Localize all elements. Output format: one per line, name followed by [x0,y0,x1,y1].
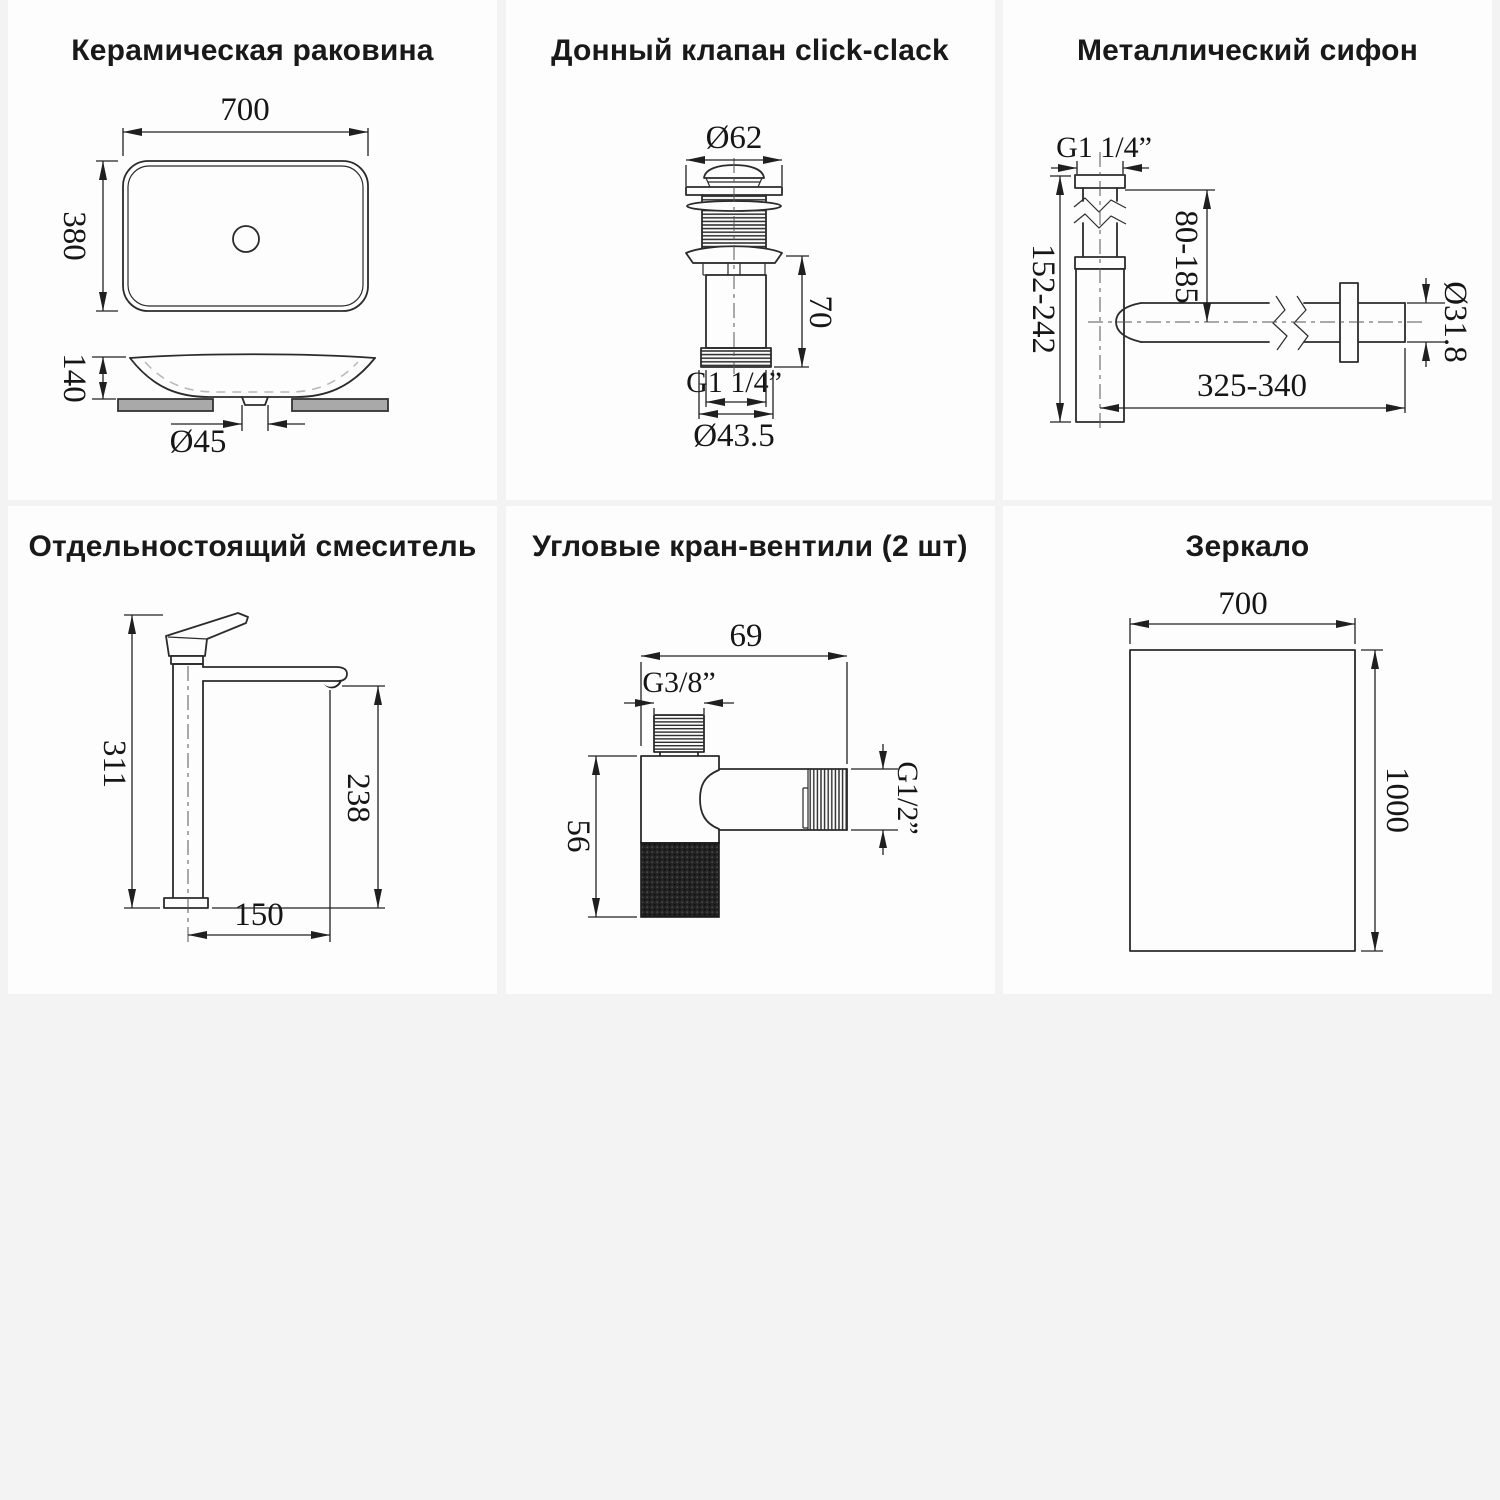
mixer-dim-spout-height [212,686,385,908]
countertop-right [292,399,388,411]
sink-dim-depth [56,161,118,311]
svg-text:80-185: 80-185 [1168,210,1204,304]
siphon-dim-thread [1051,131,1152,174]
panel-angle-valve [506,506,995,994]
svg-text:700: 700 [220,92,270,128]
svg-text:380: 380 [56,211,92,261]
siphon-drawing [1003,0,1492,500]
mirror-dim-height [1361,650,1415,951]
mirror-dim-width [1130,586,1355,644]
panel-valve [506,0,995,500]
svg-text:56: 56 [559,819,596,853]
svg-text:69: 69 [729,618,762,654]
svg-text:G1/2”: G1/2” [890,761,924,835]
valve-dim-height [774,256,838,367]
svg-text:Ø62: Ø62 [705,120,762,156]
mixer-dim-total-height [96,615,163,908]
svg-text:70: 70 [801,295,838,329]
angle-valve-dim-outlet [851,744,924,855]
panel-sink [8,0,497,500]
valve-drawing [506,0,995,500]
valve-knurled-handle [641,843,719,917]
svg-text:700: 700 [1218,586,1268,622]
mixer-drawing [8,506,497,994]
valve-dim-thread [686,366,782,407]
panel-mirror-title: Зеркало [1185,530,1310,563]
svg-text:1000: 1000 [1379,767,1415,833]
mixer-body [164,613,347,944]
panel-siphon-title: Металлический сифон [1076,34,1419,67]
countertop-left [118,399,213,411]
sink-side-view [118,354,388,411]
siphon-dim-height-range [1025,176,1071,422]
panel-siphon [1003,0,1492,500]
siphon-dim-length-range [1100,348,1405,413]
mirror-outline [1130,650,1355,951]
svg-text:Ø45: Ø45 [169,424,227,460]
sink-drawing [8,0,497,500]
mixer-dim-spout-reach [188,690,330,942]
sink-drain-stub [242,397,268,405]
sink-dim-height [56,353,126,403]
svg-text:150: 150 [234,897,284,933]
sink-top-view [123,161,368,311]
panel-valve-title: Донный клапан click-clack [551,34,949,67]
svg-text:311: 311 [96,739,132,789]
svg-text:238: 238 [340,773,376,823]
panel-mirror [1003,506,1492,994]
sink-dim-width [123,92,368,156]
valve-body [686,158,782,374]
angle-valve-body [641,715,847,917]
svg-text:G1 1/4”: G1 1/4” [685,366,782,399]
spec-grid [8,0,1492,994]
angle-valve-drawing [506,506,995,994]
svg-text:G3/8”: G3/8” [641,666,716,699]
angle-valve-dim-height [560,756,637,917]
panel-mixer-title: Отдельностоящий смеситель [28,530,477,563]
svg-text:325-340: 325-340 [1197,368,1307,404]
sink-dim-drain [170,405,305,460]
svg-text:140: 140 [56,353,92,403]
panel-angle-valve-title: Угловые кран-вентили (2 шт) [532,530,968,563]
panel-sink-title: Керамическая раковина [71,34,434,67]
svg-text:G1 1/4”: G1 1/4” [1056,131,1152,164]
mirror-drawing [1003,506,1492,994]
siphon-dim-riser-range [1125,190,1215,322]
svg-text:Ø31.8: Ø31.8 [1437,281,1473,363]
panel-mixer [8,506,497,994]
svg-text:Ø43.5: Ø43.5 [692,418,775,454]
svg-text:152-242: 152-242 [1025,244,1061,354]
